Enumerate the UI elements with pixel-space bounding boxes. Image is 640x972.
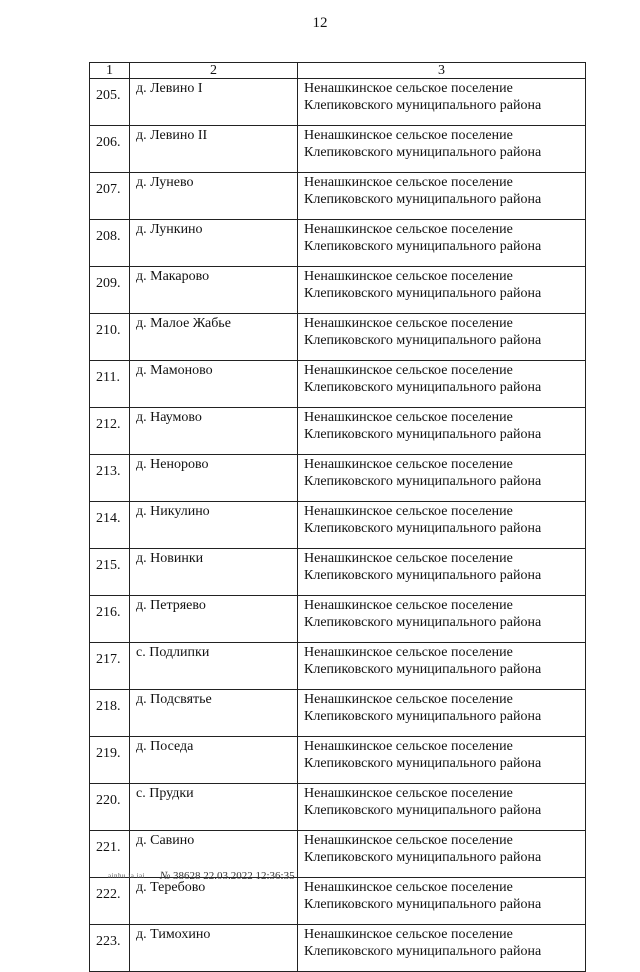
doc-number: 38628 xyxy=(172,870,201,883)
municipality-line: Ненашкинское сельское поселение xyxy=(304,269,513,284)
settlement-name: д. Подсвятье xyxy=(130,690,298,737)
table-row xyxy=(90,455,586,502)
settlement-municipality xyxy=(298,596,586,643)
footer-left-mark: ainhu ia iai xyxy=(108,872,146,880)
row-number: 217. xyxy=(90,643,130,690)
municipality-line: Ненашкинское сельское поселение xyxy=(304,410,513,425)
municipality-line: Ненашкинское сельское поселение xyxy=(304,504,513,519)
settlement-municipality xyxy=(298,220,586,267)
settlement-municipality xyxy=(298,126,586,173)
municipality-line: Клепиковского муниципального района xyxy=(304,333,542,348)
municipality-line: Клепиковского муниципального района xyxy=(304,709,542,724)
municipality-line: Ненашкинское сельское поселение xyxy=(304,222,513,237)
table-row xyxy=(90,267,586,314)
municipality-line: Клепиковского муниципального района xyxy=(304,286,542,301)
settlement-municipality xyxy=(298,267,586,314)
row-number: 214. xyxy=(90,502,130,549)
row-number: 223. xyxy=(90,925,130,972)
row-number: 221. xyxy=(90,831,130,878)
settlement-name: д. Савино xyxy=(130,831,298,878)
row-number: 213. xyxy=(90,455,130,502)
municipality-line: Ненашкинское сельское поселение xyxy=(304,128,513,143)
municipality-line: Клепиковского муниципального района xyxy=(304,615,542,630)
settlement-name: с. Прудки xyxy=(130,784,298,831)
settlement-name: д. Теребово xyxy=(130,878,298,925)
settlement-name: д. Тимохино xyxy=(130,925,298,972)
municipality-line: Клепиковского муниципального района xyxy=(304,474,542,489)
municipality-line: Ненашкинское сельское поселение xyxy=(304,927,513,942)
settlement-municipality xyxy=(298,784,586,831)
settlement-municipality xyxy=(298,549,586,596)
table-row xyxy=(90,408,586,455)
row-number: 205. xyxy=(90,79,130,126)
settlement-municipality xyxy=(298,361,586,408)
settlement-municipality xyxy=(298,925,586,972)
table-row xyxy=(90,502,586,549)
table-row xyxy=(90,220,586,267)
municipality-line: Ненашкинское сельское поселение xyxy=(304,316,513,331)
settlement-name: д. Мамоново xyxy=(130,361,298,408)
settlement-municipality xyxy=(298,831,586,878)
footer-stamp xyxy=(108,870,295,883)
settlement-municipality xyxy=(298,408,586,455)
municipality-line: Клепиковского муниципального района xyxy=(304,98,542,113)
row-number: 219. xyxy=(90,737,130,784)
settlement-municipality xyxy=(298,690,586,737)
header-cell-1: 1 xyxy=(90,63,130,79)
row-number: 218. xyxy=(90,690,130,737)
settlement-name: с. Подлипки xyxy=(130,643,298,690)
municipality-line: Ненашкинское сельское поселение xyxy=(304,457,513,472)
table-row xyxy=(90,643,586,690)
settlement-name: д. Наумово xyxy=(130,408,298,455)
settlement-name: д. Поседа xyxy=(130,737,298,784)
table-row xyxy=(90,314,586,361)
settlement-municipality xyxy=(298,643,586,690)
municipality-line: Клепиковского муниципального района xyxy=(304,568,542,583)
row-number: 215. xyxy=(90,549,130,596)
municipality-line: Клепиковского муниципального района xyxy=(304,756,542,771)
municipality-line: Клепиковского муниципального района xyxy=(304,850,542,865)
table-row xyxy=(90,596,586,643)
municipality-line: Клепиковского муниципального района xyxy=(304,427,542,442)
municipality-line: Клепиковского муниципального района xyxy=(304,521,542,536)
municipality-line: Клепиковского муниципального района xyxy=(304,897,542,912)
doc-number-mark: № xyxy=(159,870,171,883)
settlement-name: д. Неноровo xyxy=(130,455,298,502)
settlement-municipality xyxy=(298,314,586,361)
header-cell-3: 3 xyxy=(298,63,586,79)
municipality-line: Ненашкинское сельское поселение xyxy=(304,81,513,96)
settlement-municipality xyxy=(298,173,586,220)
table-row xyxy=(90,549,586,596)
row-number: 206. xyxy=(90,126,130,173)
municipality-line: Клепиковского муниципального района xyxy=(304,145,542,160)
settlement-municipality xyxy=(298,502,586,549)
settlement-name: д. Лунево xyxy=(130,173,298,220)
municipality-line: Ненашкинское сельское поселение xyxy=(304,786,513,801)
municipality-line: Клепиковского муниципального района xyxy=(304,944,542,959)
settlement-municipality xyxy=(298,878,586,925)
row-number: 220. xyxy=(90,784,130,831)
settlement-name: д. Петряево xyxy=(130,596,298,643)
settlement-municipality xyxy=(298,79,586,126)
municipality-line: Ненашкинское сельское поселение xyxy=(304,175,513,190)
table-header-row xyxy=(90,63,586,79)
row-number: 222. xyxy=(90,878,130,925)
municipality-line: Ненашкинское сельское поселение xyxy=(304,551,513,566)
settlement-name: д. Лункино xyxy=(130,220,298,267)
settlement-municipality xyxy=(298,737,586,784)
table-row xyxy=(90,690,586,737)
row-number: 216. xyxy=(90,596,130,643)
municipality-line: Ненашкинское сельское поселение xyxy=(304,363,513,378)
municipality-line: Ненашкинское сельское поселение xyxy=(304,833,513,848)
table-row xyxy=(90,361,586,408)
row-number: 211. xyxy=(90,361,130,408)
table-row xyxy=(90,737,586,784)
table-row xyxy=(90,126,586,173)
table-row xyxy=(90,925,586,972)
row-number: 212. xyxy=(90,408,130,455)
municipality-line: Ненашкинское сельское поселение xyxy=(304,598,513,613)
settlement-name: д. Никулино xyxy=(130,502,298,549)
row-number: 208. xyxy=(90,220,130,267)
settlement-name: д. Малое Жабье xyxy=(130,314,298,361)
municipality-line: Клепиковского муниципального района xyxy=(304,803,542,818)
municipality-line: Ненашкинское сельское поселение xyxy=(304,645,513,660)
settlement-name: д. Левино II xyxy=(130,126,298,173)
row-number: 210. xyxy=(90,314,130,361)
municipality-line: Клепиковского муниципального района xyxy=(304,239,542,254)
settlement-name: д. Левино I xyxy=(130,79,298,126)
settlements-table xyxy=(89,62,586,972)
table-row xyxy=(90,878,586,925)
municipality-line: Клепиковского муниципального района xyxy=(304,192,542,207)
table-row xyxy=(90,784,586,831)
doc-timestamp: 22.03.2022 12:36:35 xyxy=(203,870,295,883)
header-cell-2: 2 xyxy=(130,63,298,79)
row-number: 207. xyxy=(90,173,130,220)
municipality-line: Клепиковского муниципального района xyxy=(304,380,542,395)
settlement-name: д. Макарово xyxy=(130,267,298,314)
municipality-line: Ненашкинское сельское поселение xyxy=(304,739,513,754)
settlement-municipality xyxy=(298,455,586,502)
municipality-line: Клепиковского муниципального района xyxy=(304,662,542,677)
table-row xyxy=(90,173,586,220)
settlement-name: д. Новинки xyxy=(130,549,298,596)
table-row xyxy=(90,79,586,126)
municipality-line: Ненашкинское сельское поселение xyxy=(304,692,513,707)
municipality-line: Ненашкинское сельское поселение xyxy=(304,880,513,895)
page-number: 12 xyxy=(312,15,328,31)
row-number: 209. xyxy=(90,267,130,314)
